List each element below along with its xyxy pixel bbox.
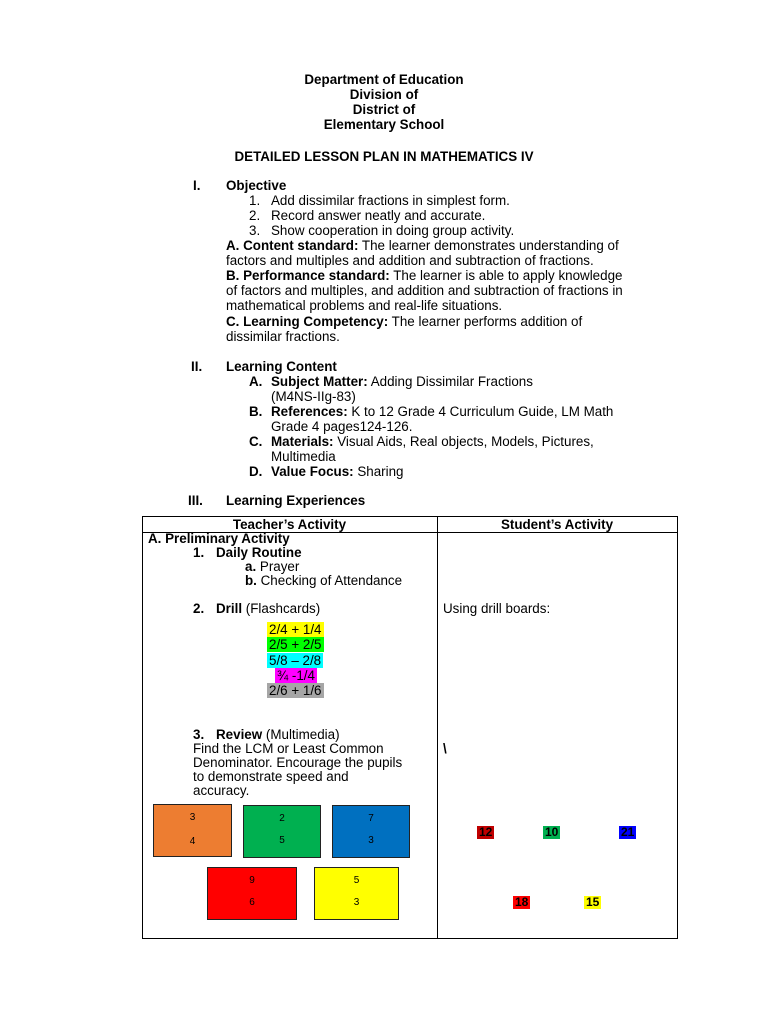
fraction-denominator: 4 bbox=[189, 836, 196, 847]
performance-standard-text: The learner is able to apply knowledge bbox=[389, 268, 623, 283]
drill-student-activity: Using drill boards: bbox=[443, 601, 551, 616]
fraction-numerator: 2 bbox=[279, 813, 285, 824]
header-school: Elementary School bbox=[323, 117, 445, 132]
drill-text: (Flashcards) bbox=[242, 601, 321, 616]
content-standard-cont: factors and multiples and addition and subtraction of fractions. bbox=[226, 253, 594, 268]
routine-attendance-letter: b. bbox=[245, 573, 257, 588]
table-border-right bbox=[677, 516, 678, 939]
routine-prayer bbox=[245, 559, 299, 574]
objective-1: Add dissimilar fractions in simplest form. bbox=[271, 193, 510, 208]
fraction-denominator: 5 bbox=[279, 835, 285, 846]
content-standard-label: A. Content standard: bbox=[226, 238, 359, 253]
routine-attendance-text: Checking of Attendance bbox=[256, 573, 403, 588]
flashcard bbox=[267, 683, 324, 698]
review-instruction-4: accuracy. bbox=[193, 783, 250, 798]
learning-competency-text: The learner performs addition of bbox=[388, 314, 583, 329]
review-instruction-2: Denominator. Encourage the pupils bbox=[193, 755, 403, 770]
table-border-bottom bbox=[142, 938, 678, 939]
fraction-box bbox=[314, 867, 399, 920]
drill-label: Drill bbox=[216, 601, 243, 616]
fraction-denominator: 6 bbox=[249, 897, 255, 908]
flashcard-text: 2/4 + 1/4 bbox=[269, 622, 322, 637]
flashcard bbox=[267, 637, 324, 652]
materials-text: Visual Aids, Real objects, Models, Pictures, bbox=[333, 434, 594, 449]
flashcard-text: 5/8 – 2/8 bbox=[269, 653, 322, 668]
preliminary-activity: A. Preliminary Activity bbox=[148, 531, 290, 546]
content-item-materials bbox=[271, 434, 594, 449]
header-division: Division of bbox=[349, 87, 419, 102]
teacher-activity-header: Teacher’s Activity bbox=[232, 517, 347, 532]
routine-prayer-letter: a. bbox=[245, 559, 257, 574]
header-department: Department of Education bbox=[304, 72, 464, 87]
content-item-c-letter: C. bbox=[249, 434, 263, 449]
value-text: Sharing bbox=[353, 464, 404, 479]
performance-standard-label: B. Performance standard: bbox=[226, 268, 390, 283]
fraction-numerator: 7 bbox=[368, 813, 374, 824]
review bbox=[216, 727, 340, 742]
fraction-box bbox=[332, 805, 410, 858]
review-num: 3. bbox=[193, 727, 205, 742]
objective-3-num: 3. bbox=[249, 223, 261, 238]
answer-lcm: 10 bbox=[545, 825, 559, 839]
section3-numeral: III. bbox=[188, 493, 203, 508]
content-item-a-letter: A. bbox=[249, 374, 263, 389]
subject-text: Adding Dissimilar Fractions bbox=[367, 374, 533, 389]
flashcard-text: 2/6 + 1/6 bbox=[269, 683, 322, 698]
subject-code: (M4NS-IIg-83) bbox=[271, 389, 356, 404]
flashcard-text: 2/5 + 2/5 bbox=[269, 637, 322, 652]
section1-heading: Objective bbox=[226, 178, 287, 193]
objective-3: Show cooperation in doing group activity. bbox=[271, 223, 515, 238]
student-activity-header: Student’s Activity bbox=[500, 517, 614, 532]
flashcard bbox=[267, 622, 324, 637]
answer-lcm: 18 bbox=[515, 895, 529, 909]
fraction-numerator: 3 bbox=[189, 812, 196, 823]
routine-attendance bbox=[245, 573, 402, 588]
table-column-divider bbox=[437, 516, 438, 939]
fraction-numerator: 9 bbox=[249, 875, 255, 886]
section1-numeral: I. bbox=[193, 178, 201, 193]
daily-routine-num: 1. bbox=[193, 545, 205, 560]
learning-competency-cont: dissimilar fractions. bbox=[226, 329, 340, 344]
daily-routine: Daily Routine bbox=[216, 545, 302, 560]
fraction-denominator: 3 bbox=[353, 897, 360, 908]
answer-lcm: 12 bbox=[479, 825, 493, 839]
performance-standard-cont1: of factors and multiples, and addition and subtraction of fractions in bbox=[226, 283, 623, 298]
performance-standard bbox=[226, 268, 622, 283]
objective-1-num: 1. bbox=[249, 193, 261, 208]
content-item-b-letter: B. bbox=[249, 404, 263, 419]
table-border-left bbox=[142, 516, 143, 939]
references-label: References: bbox=[271, 404, 348, 419]
flashcard bbox=[267, 653, 323, 668]
section2-heading: Learning Content bbox=[226, 359, 337, 374]
materials-label: Materials: bbox=[271, 434, 334, 449]
subject-label: Subject Matter: bbox=[271, 374, 368, 389]
references-text: K to 12 Grade 4 Curriculum Guide, LM Math bbox=[347, 404, 614, 419]
flashcard bbox=[275, 668, 317, 683]
answer-lcm: 21 bbox=[621, 825, 635, 839]
review-student-mark: \ bbox=[443, 741, 447, 756]
review-instruction-3: to demonstrate speed and bbox=[193, 769, 349, 784]
drill-num: 2. bbox=[193, 601, 205, 616]
page-title: DETAILED LESSON PLAN IN MATHEMATICS IV bbox=[234, 149, 534, 164]
fraction-box bbox=[207, 867, 297, 920]
section2-numeral: II. bbox=[191, 359, 203, 374]
section3-heading: Learning Experiences bbox=[226, 493, 366, 508]
materials-cont: Multimedia bbox=[271, 449, 336, 464]
content-standard bbox=[226, 238, 619, 253]
learning-competency-label: C. Learning Competency: bbox=[226, 314, 389, 329]
header-district: District of bbox=[352, 102, 416, 117]
performance-standard-cont2: mathematical problems and real-life situations. bbox=[226, 298, 503, 313]
answer-lcm: 15 bbox=[586, 895, 600, 909]
drill bbox=[216, 601, 320, 616]
content-item-subject bbox=[271, 374, 533, 389]
content-standard-text: The learner demonstrates understanding of bbox=[358, 238, 619, 253]
fraction-numerator: 5 bbox=[353, 875, 360, 886]
flashcard-text: ¾ -1/4 bbox=[277, 668, 315, 683]
review-instruction-1: Find the LCM or Least Common bbox=[193, 741, 384, 756]
content-item-references bbox=[271, 404, 613, 419]
learning-competency bbox=[226, 314, 582, 329]
objective-2-num: 2. bbox=[249, 208, 261, 223]
content-item-d-letter: D. bbox=[249, 464, 263, 479]
references-cont: Grade 4 pages124-126. bbox=[271, 419, 413, 434]
review-text: (Multimedia) bbox=[262, 727, 340, 742]
routine-prayer-text: Prayer bbox=[256, 559, 300, 574]
fraction-denominator: 3 bbox=[368, 835, 374, 846]
value-label: Value Focus: bbox=[271, 464, 354, 479]
fraction-box bbox=[153, 804, 232, 857]
review-label: Review bbox=[216, 727, 263, 742]
objective-2: Record answer neatly and accurate. bbox=[271, 208, 486, 223]
content-item-value bbox=[271, 464, 403, 479]
fraction-box bbox=[243, 805, 321, 858]
